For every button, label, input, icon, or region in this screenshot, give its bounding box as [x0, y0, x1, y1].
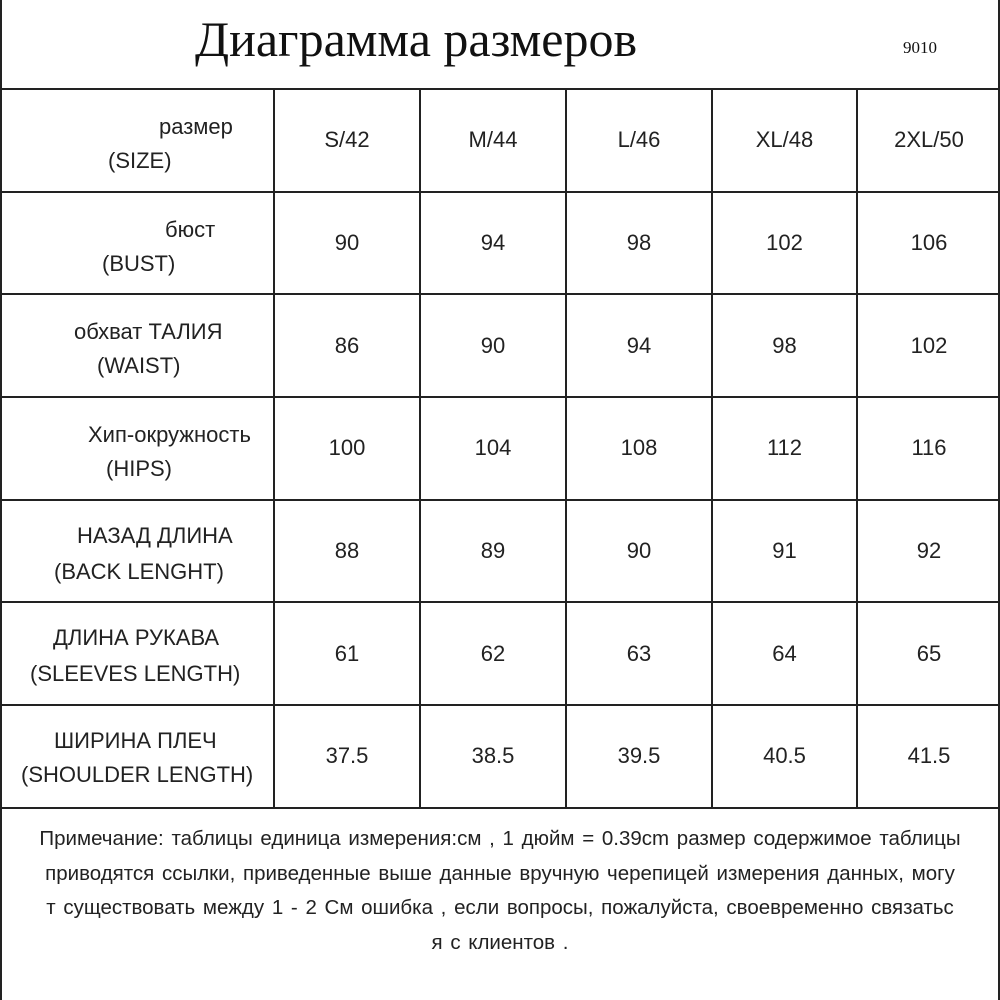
row-label: [1, 397, 274, 500]
value-cell: 90: [420, 294, 566, 397]
label-en: (HIPS): [106, 456, 172, 482]
row-label: [1, 89, 274, 192]
size-header-cell: 2XL/50: [857, 89, 1000, 192]
size-header-cell: XL/48: [712, 89, 857, 192]
value-cell: 63: [566, 602, 712, 705]
value-cell: 41.5: [857, 705, 1000, 808]
value-cell: 88: [274, 500, 420, 603]
value-cell: 94: [420, 192, 566, 295]
value-cell: 89: [420, 500, 566, 603]
value-cell: 98: [566, 192, 712, 295]
value-cell: 40.5: [712, 705, 857, 808]
measurement-note: [0, 822, 1000, 960]
value-cell: 104: [420, 397, 566, 500]
value-cell: 38.5: [420, 705, 566, 808]
value-cell: 91: [712, 500, 857, 603]
note-line: приводятся ссылки, приведенные выше данные вручную черепицей измерения данных, могу: [45, 861, 955, 885]
value-cell: 90: [274, 192, 420, 295]
label-ru: НАЗАД ДЛИНА: [77, 522, 233, 548]
size-header-cell: M/44: [420, 89, 566, 192]
label-en: (BUST): [102, 250, 176, 276]
note-line: я с клиентов .: [431, 930, 569, 954]
table-row: [1, 500, 1000, 603]
product-code: 9010: [903, 38, 937, 57]
value-cell: 37.5: [274, 705, 420, 808]
row-label: [1, 602, 274, 705]
table-row: [1, 192, 1000, 295]
label-en: (SHOULDER LENGTH): [21, 762, 254, 788]
value-cell: 102: [857, 294, 1000, 397]
label-ru: ДЛИНА РУКАВА: [53, 625, 220, 651]
size-header-cell: L/46: [566, 89, 712, 192]
value-cell: 116: [857, 397, 1000, 500]
value-cell: 86: [274, 294, 420, 397]
row-label: [1, 192, 274, 295]
row-label: [1, 500, 274, 603]
page-title: Диаграмма размеров: [195, 11, 638, 67]
label-ru: обхват ТАЛИЯ: [74, 319, 223, 345]
label-ru: размер: [159, 114, 233, 139]
value-cell: 106: [857, 192, 1000, 295]
value-cell: 102: [712, 192, 857, 295]
value-cell: 62: [420, 602, 566, 705]
value-cell: 108: [566, 397, 712, 500]
label-en: (BACK LENGHT): [54, 558, 224, 584]
label-ru: Хип-окружность: [88, 422, 251, 448]
table-row: [1, 705, 1000, 808]
value-cell: 112: [712, 397, 857, 500]
row-label: [1, 705, 274, 808]
size-table: [0, 88, 1000, 809]
table-row: [1, 294, 1000, 397]
value-cell: 94: [566, 294, 712, 397]
label-en: (WAIST): [97, 353, 181, 379]
row-label: [1, 294, 274, 397]
label-ru: ШИРИНА ПЛЕЧ: [54, 728, 217, 754]
value-cell: 100: [274, 397, 420, 500]
value-cell: 90: [566, 500, 712, 603]
label-en: (SLEEVES LENGTH): [30, 661, 241, 687]
value-cell: 61: [274, 602, 420, 705]
table-row: [1, 397, 1000, 500]
note-line: т существовать между 1 - 2 См ошибка , если вопросы, пожалуйста, своевременно связатьс: [46, 896, 954, 919]
table-row: [1, 602, 1000, 705]
value-cell: 65: [857, 602, 1000, 705]
label-en: (SIZE): [108, 148, 172, 173]
value-cell: 39.5: [566, 705, 712, 808]
value-cell: 64: [712, 602, 857, 705]
size-header-cell: S/42: [274, 89, 420, 192]
table-row: [1, 89, 1000, 192]
note-line: Примечание: таблицы единица измерения:см , 1 дюйм = 0.39cm размер содержимое таблицы: [39, 827, 961, 850]
value-cell: 98: [712, 294, 857, 397]
label-ru: бюст: [165, 216, 216, 242]
value-cell: 92: [857, 500, 1000, 603]
